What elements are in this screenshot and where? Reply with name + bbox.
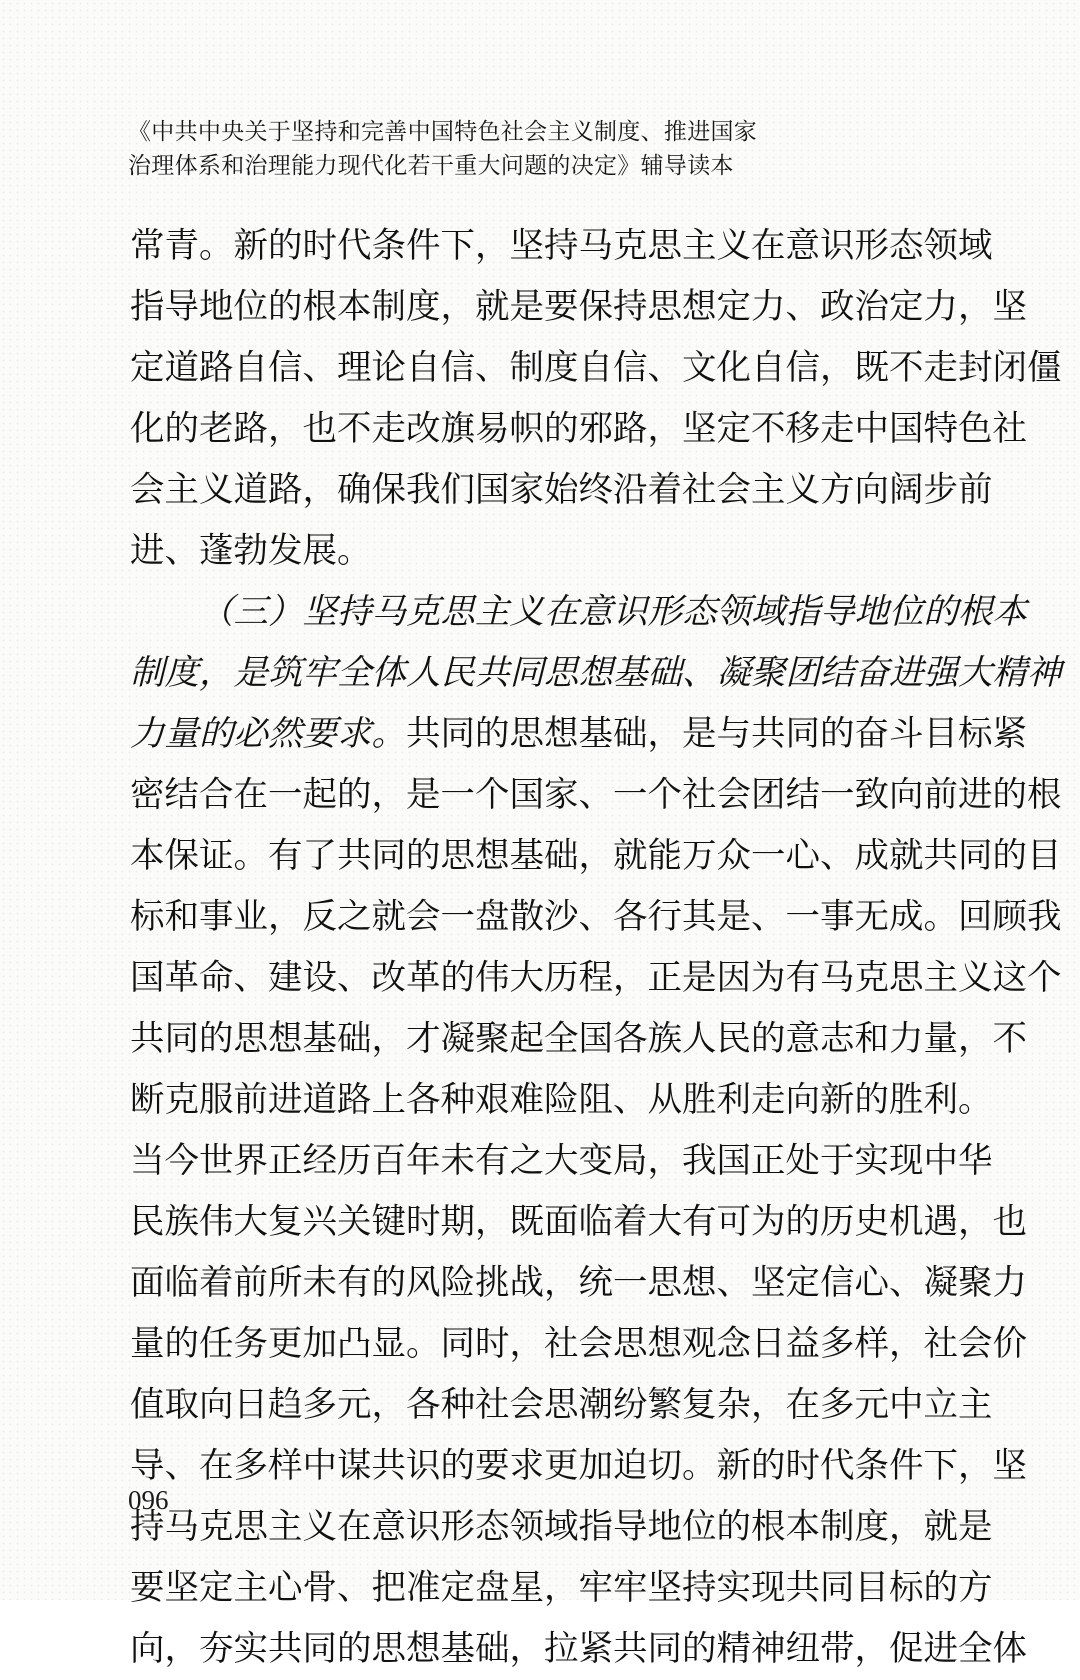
text-segment: 共同的思想基础，是与共同的奋斗目标紧 xyxy=(406,714,1027,754)
text-line: 共同的思想基础，才凝聚起全国各族人民的意志和力量，不 xyxy=(130,1019,1027,1059)
text-line: 定道路自信、理论自信、制度自信、文化自信，既不走封闭僵 xyxy=(130,348,1062,388)
text-line: 持马克思主义在意识形态领域指导地位的根本制度，就是 xyxy=(130,1507,993,1547)
header-line-1: 《中共中央关于坚持和完善中国特色社会主义制度、推进国家 xyxy=(128,119,758,145)
section-heading-line: （三）坚持马克思主义在意识形态领域指导地位的根本 xyxy=(199,592,1027,632)
text-line: 向，夯实共同的思想基础，拉紧共同的精神纽带，促进全体 xyxy=(130,1629,1027,1669)
section-heading-line: 制度，是筑牢全体人民共同思想基础、凝聚团结奋进强大精神 xyxy=(130,653,1062,693)
body-text xyxy=(130,216,1062,1680)
header-line-2: 治理体系和治理能力现代化若干重大问题的决定》辅导读本 xyxy=(128,153,734,179)
text-line: 国革命、建设、改革的伟大历程，正是因为有马克思主义这个 xyxy=(130,958,1062,998)
page-number: 096 xyxy=(128,1485,169,1515)
text-line: 标和事业，反之就会一盘散沙、各行其是、一事无成。回顾我 xyxy=(130,897,1062,937)
text-line: 面临着前所未有的风险挑战，统一思想、坚定信心、凝聚力 xyxy=(130,1263,1027,1303)
text-line: 当今世界正经历百年未有之大变局，我国正处于实现中华 xyxy=(130,1141,993,1181)
text-line: 化的老路，也不走改旗易帜的邪路，坚定不移走中国特色社 xyxy=(130,409,1027,449)
text-line: 值取向日趋多元，各种社会思潮纷繁复杂，在多元中立主 xyxy=(130,1385,993,1425)
text-line-mixed xyxy=(130,704,1027,765)
text-line: 断克服前进道路上各种艰难险阻、从胜利走向新的胜利。 xyxy=(130,1080,993,1120)
running-header xyxy=(128,115,948,183)
text-line: 量的任务更加凸显。同时，社会思想观念日益多样，社会价 xyxy=(130,1324,1027,1364)
text-line: 常青。新的时代条件下，坚持马克思主义在意识形态领域 xyxy=(130,226,993,266)
text-line: 密结合在一起的，是一个国家、一个社会团结一致向前进的根 xyxy=(130,775,1062,815)
text-line: 民族伟大复兴关键时期，既面临着大有可为的历史机遇，也 xyxy=(130,1202,1027,1242)
text-line: 导、在多样中谋共识的要求更加迫切。新的时代条件下，坚 xyxy=(130,1446,1027,1486)
text-line: 本保证。有了共同的思想基础，就能万众一心、成就共同的目 xyxy=(130,836,1062,876)
section-heading-end: 力量的必然要求。 xyxy=(130,714,406,754)
text-line: 要坚定主心骨、把准定盘星，牢牢坚持实现共同目标的方 xyxy=(130,1568,993,1608)
text-line: 进、蓬勃发展。 xyxy=(130,531,372,571)
text-line: 会主义道路，确保我们国家始终沿着社会主义方向阔步前 xyxy=(130,470,993,510)
text-line: 指导地位的根本制度，就是要保持思想定力、政治定力，坚 xyxy=(130,287,1027,327)
